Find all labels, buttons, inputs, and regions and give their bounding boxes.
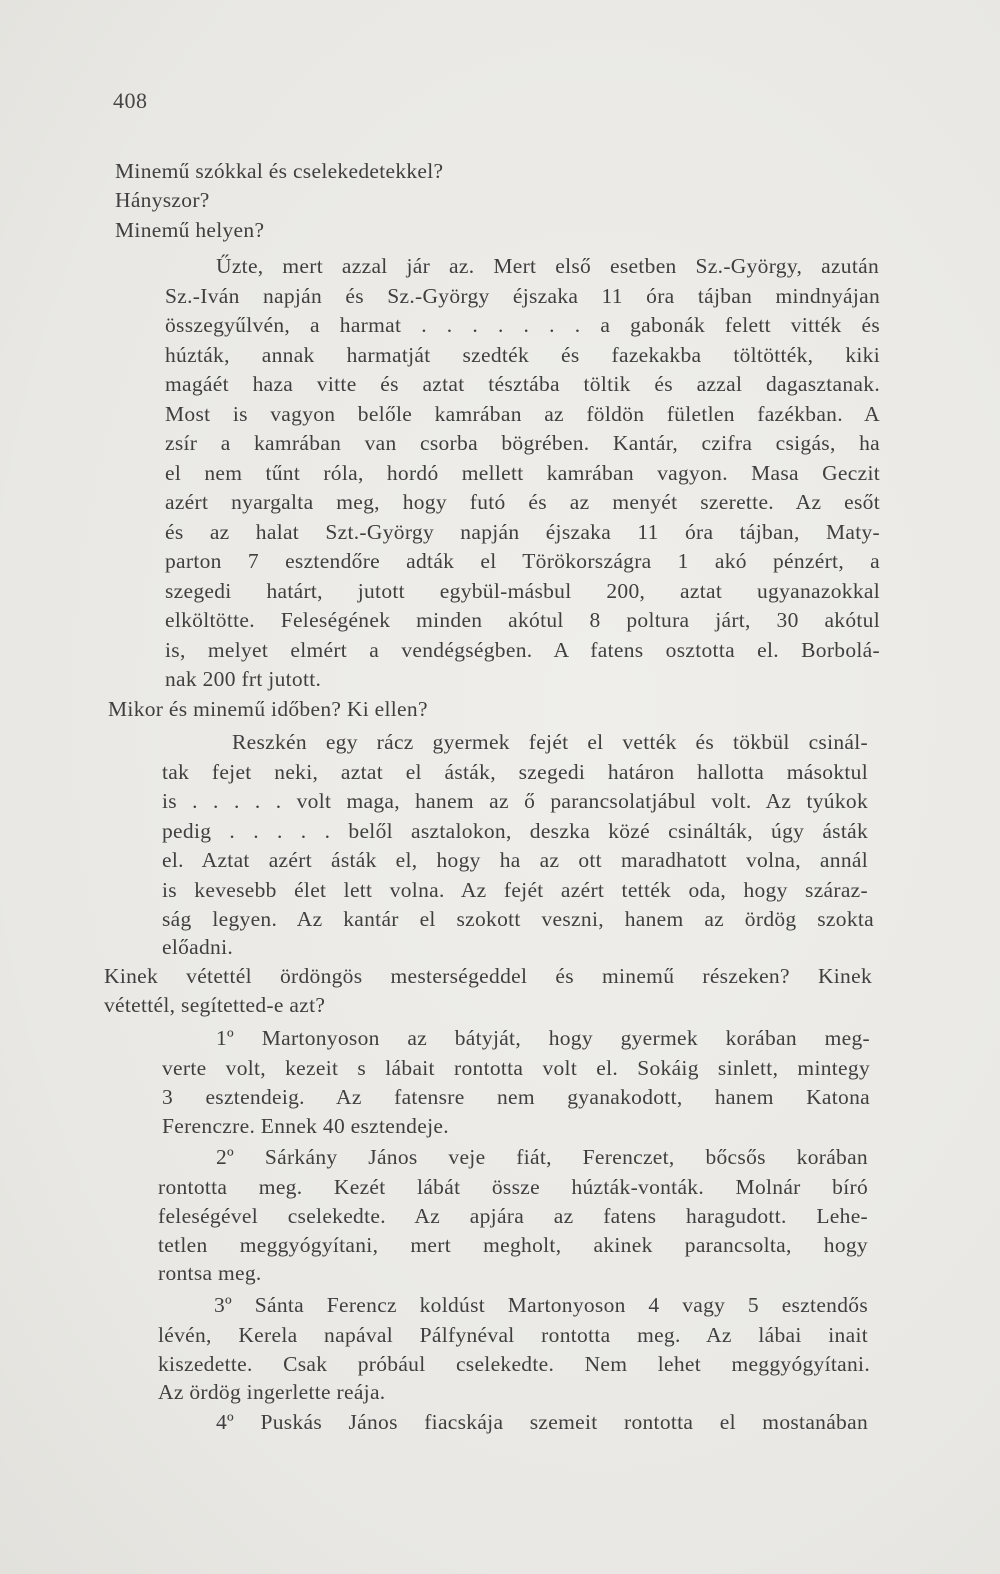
text-line: feleségével cselekedte. Az apjára az fatens haragudott. Lehe-	[158, 1204, 868, 1228]
text-line: összegyűlvén, a harmat . . . . . . . a gabonák felett vitték és	[165, 313, 880, 337]
text-line: Mikor és minemű időben? Ki ellen?	[108, 697, 428, 721]
text-line: 4º Puskás János fiacskája szemeit rontotta el mostanában	[216, 1410, 868, 1434]
text-line: Az ördög ingerlette reája.	[158, 1380, 386, 1404]
text-line: el nem tűnt róla, hordó mellett kamrában vagyon. Masa Geczit	[165, 461, 880, 485]
text-line: magáét haza vitte és aztat tésztába töltik és azzal dagasztanak.	[165, 372, 880, 396]
text-line: vétettél, segítetted-e azt?	[104, 993, 326, 1017]
text-line: szegedi határt, jutott egybül-másbul 200, aztat ugyanazokkal	[165, 579, 880, 603]
text-line: parton 7 esztendőre adták el Törökországra 1 akó pénzért, a	[165, 549, 880, 573]
text-line: lévén, Kerela napával Pálfynéval rontotta meg. Az lábai inait	[158, 1323, 868, 1347]
text-line: pedig . . . . . belől asztalokon, deszka közé csinálták, úgy ásták	[162, 819, 868, 843]
text-line: nak 200 frt jutott.	[165, 667, 322, 691]
text-line: rontotta meg. Kezét lábát össze húzták-vonták. Molnár bíró	[158, 1175, 868, 1199]
text-line: el. Aztat azért ásták el, hogy ha az ott maradhatott volna, annál	[162, 848, 868, 872]
text-line: és az halat Szt.-György napján éjszaka 11 óra tájban, Maty-	[165, 520, 880, 544]
text-line: Hányszor?	[115, 188, 210, 212]
text-line: is, melyet elmért a vendégségben. A fatens osztotta el. Borbolá-	[165, 638, 880, 662]
text-line: azért nyargalta meg, hogy futó és az menyét szerette. Az esőt	[165, 490, 880, 514]
text-line: húzták, annak harmatját szedték és fazekakba töltötték, kiki	[165, 343, 880, 367]
text-line: is kevesebb élet lett volna. Az fejét azért tették oda, hogy száraz-	[162, 878, 868, 902]
text-line: Minemű szókkal és cselekedetekkel?	[115, 159, 444, 183]
text-line: 1º Martonyoson az bátyját, hogy gyermek korában meg-	[216, 1026, 870, 1050]
text-line: Űzte, mert azzal jár az. Mert első esetben Sz.-György, azután	[216, 254, 879, 278]
text-line: Most is vagyon belőle kamrában az földön fületlen fazékban. A	[165, 402, 880, 426]
text-line: zsír a kamrában van csorba bögrében. Kantár, czifra csigás, ha	[165, 431, 880, 455]
text-line: rontsa meg.	[158, 1261, 262, 1285]
text-line: Kinek vétettél ördöngös mesterségeddel és minemű részeken? Kinek	[104, 964, 872, 988]
text-line: kiszedette. Csak próbául cselekedte. Nem lehet meggyógyítani.	[158, 1352, 870, 1376]
text-line: Reszkén egy rácz gyermek fejét el vették és tökbül csinál-	[232, 730, 868, 754]
text-line: Sz.-Iván napján és Sz.-György éjszaka 11 óra tájban mindnyájan	[165, 284, 880, 308]
text-line: tetlen meggyógyítani, mert megholt, akinek parancsolta, hogy	[158, 1233, 868, 1257]
text-line: ság legyen. Az kantár el szokott veszni, hanem az ördög szokta	[162, 907, 874, 931]
text-line: Ferenczre. Ennek 40 esztendeje.	[162, 1114, 449, 1138]
text-line: Minemű helyen?	[115, 218, 265, 242]
text-line: is . . . . . volt maga, hanem az ő parancsolatjábul volt. Az tyúkok	[162, 789, 868, 813]
text-line: előadni.	[162, 935, 234, 959]
text-line: 3 esztendeig. Az fatensre nem gyanakodott, hanem Katona	[162, 1085, 870, 1109]
text-line: elköltötte. Feleségének minden akótul 8 poltura járt, 30 akótul	[165, 608, 880, 632]
text-line: 2º Sárkány János veje fiát, Ferenczet, bőcsős korában	[216, 1145, 868, 1169]
page-number: 408	[113, 88, 148, 113]
text-line: 3º Sánta Ferencz koldúst Martonyoson 4 vagy 5 esztendős	[214, 1293, 868, 1317]
text-line: tak fejet neki, aztat el ásták, szegedi határon hallotta másoktul	[162, 760, 868, 784]
text-line: verte volt, kezeit s lábait rontotta volt el. Sokáig sinlett, mintegy	[162, 1056, 870, 1080]
